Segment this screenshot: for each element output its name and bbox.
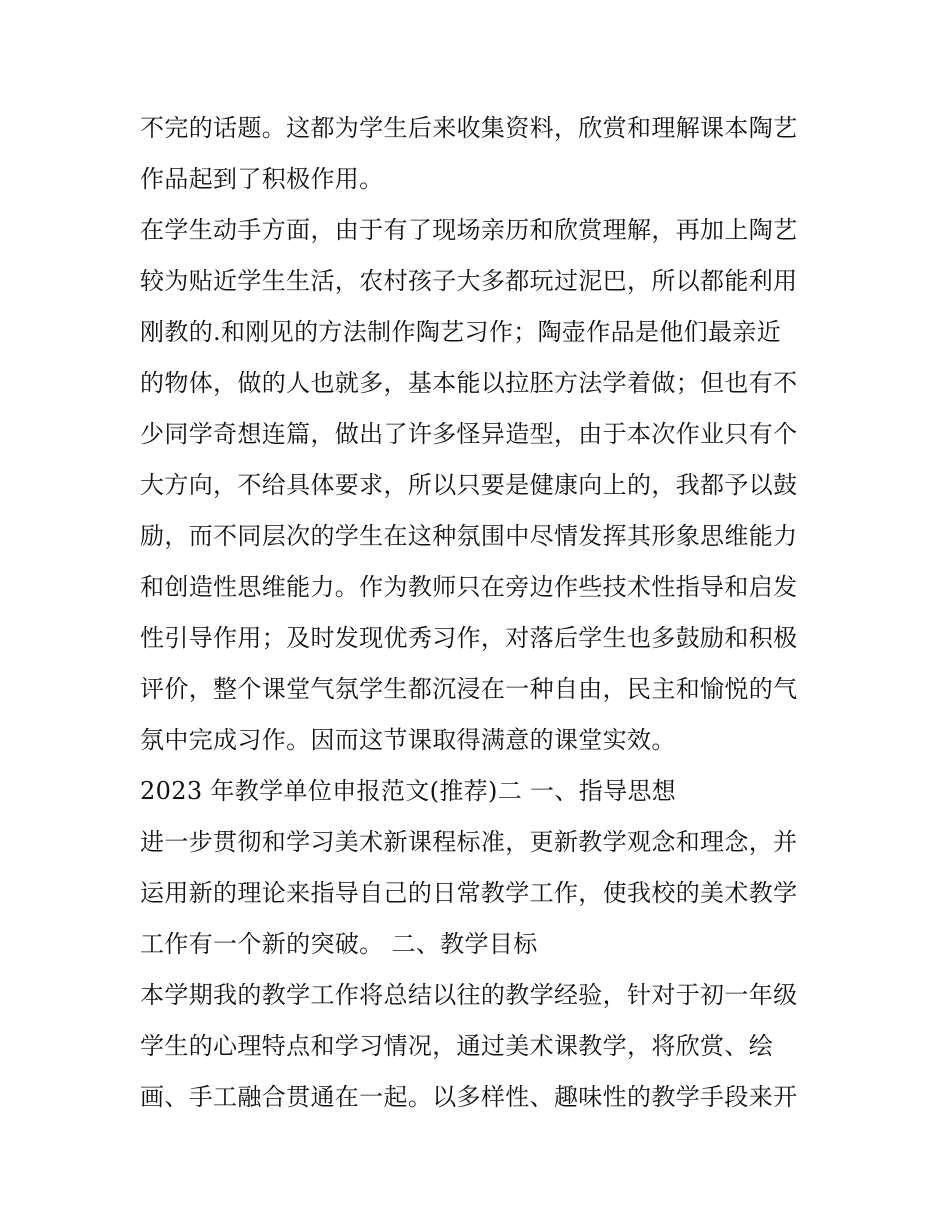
text-line: 进一步贯彻和学习美术新课程标准，更新教学观念和理念，并 [140, 828, 798, 856]
text-line: 较为贴近学生生活，农村孩子大多都玩过泥巴，所以都能利用 [140, 267, 798, 295]
text-line: 少同学奇想连篇，做出了许多怪异造型，由于本次作业只有个 [140, 420, 798, 448]
document-body-text [140, 103, 820, 1123]
text-line: 的物体，做的人也就多，基本能以拉胚方法学着做；但也有不 [140, 369, 798, 397]
text-line: 和创造性思维能力。作为教师只在旁边作些技术性指导和启发 [140, 573, 798, 601]
text-line: 工作有一个新的突破。 二、教学目标 [140, 930, 538, 958]
text-line: 学生的心理特点和学习情况，通过美术课教学，将欣赏、绘 [140, 1032, 774, 1060]
text-line: 运用新的理论来指导自己的日常教学工作，使我校的美术教学 [140, 879, 798, 907]
text-line: 刚教的.和刚见的方法制作陶艺习作；陶壶作品是他们最亲近 [140, 318, 782, 346]
text-line: 本学期我的教学工作将总结以往的教学经验，针对于初一年级 [140, 981, 798, 1009]
text-line: 性引导作用；及时发现优秀习作，对落后学生也多鼓励和积极 [140, 624, 798, 652]
text-line: 作品起到了积极作用。 [140, 165, 384, 193]
text-line: 励，而不同层次的学生在这种氛围中尽情发挥其形象思维能力 [140, 522, 798, 550]
text-line: 画、手工融合贯通在一起。以多样性、趣味性的教学手段来开 [140, 1083, 798, 1111]
text-line: 在学生动手方面，由于有了现场亲历和欣赏理解，再加上陶艺 [140, 216, 798, 244]
text-line: 大方向，不给具体要求，所以只要是健康向上的，我都予以鼓 [140, 471, 798, 499]
text-line: 不完的话题。这都为学生后来收集资料，欣赏和理解课本陶艺 [140, 114, 798, 142]
text-line: 氛中完成习作。因而这节课取得满意的课堂实效。 [140, 726, 676, 754]
text-line: 评价，整个课堂气氛学生都沉浸在一种自由，民主和愉悦的气 [140, 675, 798, 703]
section-heading: 2023 年教学单位申报范文(推荐)二 一、指导思想 [140, 777, 677, 805]
